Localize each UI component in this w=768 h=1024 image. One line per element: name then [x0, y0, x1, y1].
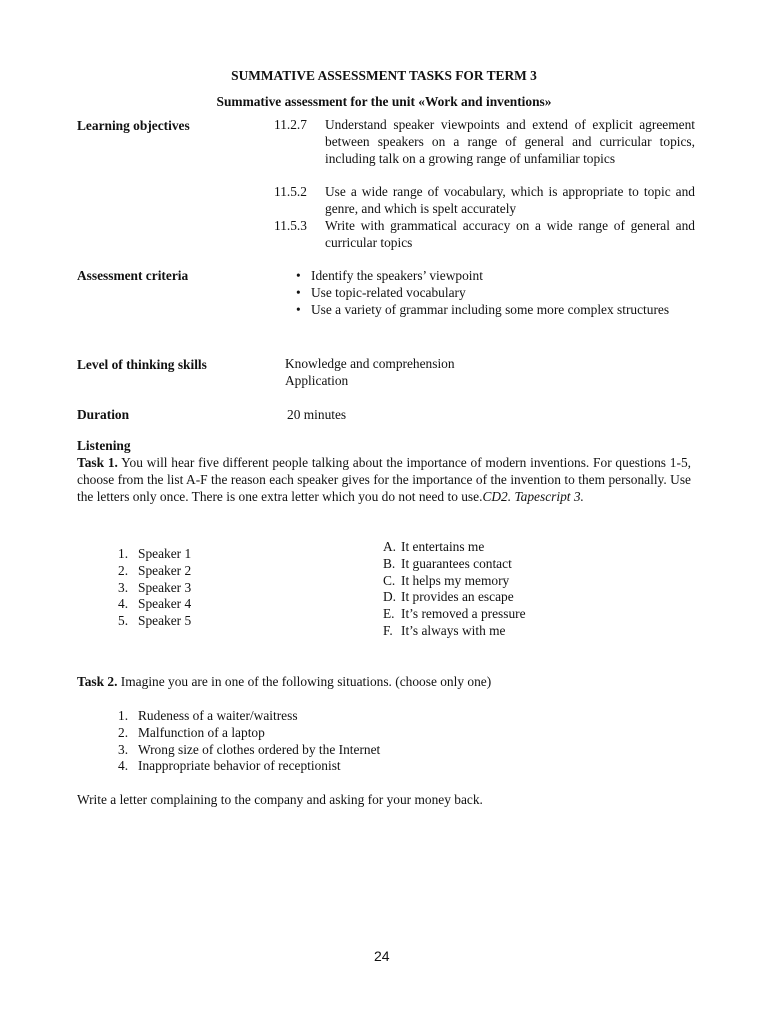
- objective-code: 11.2.7: [274, 117, 307, 132]
- criteria-list: [296, 268, 692, 318]
- situation-list: [118, 708, 380, 775]
- page-title: SUMMATIVE ASSESSMENT TASKS FOR TERM 3: [231, 68, 537, 83]
- task1-text: You will hear five different people talking about the importance of modern inventions. For questions 1-5, choose from the list A-F the reason each speaker gives for the importance of the invention to them personally. Use the letters only once. There is one extra letter which you do not need to use.: [77, 455, 691, 504]
- options-list: [383, 539, 526, 640]
- task1-paragraph: [77, 455, 691, 505]
- list-item: 2. Speaker 2: [118, 562, 192, 578]
- list-item: B. It guarantees contact: [383, 555, 512, 571]
- page-subtitle: Summative assessment for the unit «Work and inventions»: [216, 94, 552, 109]
- task2-paragraph: [77, 674, 491, 691]
- duration-value: 20 minutes: [287, 407, 347, 422]
- criteria-item: • Use a variety of grammar including some more complex structures: [296, 302, 692, 319]
- objective-item: [274, 218, 695, 252]
- criteria-label: Assessment criteria: [77, 268, 189, 283]
- objective-code: 11.5.2: [274, 184, 307, 199]
- criteria-item: • Use topic-related vocabulary: [296, 285, 692, 302]
- list-item: 4. Inappropriate behavior of receptionist: [118, 758, 341, 774]
- list-item: 4. Speaker 4: [118, 596, 192, 612]
- objectives-label: Learning objectives: [77, 118, 190, 133]
- list-item: C. It helps my memory: [383, 572, 510, 588]
- list-item: 3. Wrong size of clothes ordered by the Internet: [118, 741, 381, 757]
- list-item: 1. Rudeness of a waiter/waitress: [118, 708, 298, 723]
- task1-reference: CD2. Tapescript 3.: [482, 488, 584, 504]
- criteria-item: • Identify the speakers’ viewpoint: [296, 268, 692, 285]
- list-item: F. It’s always with me: [383, 622, 506, 638]
- thinking-label: Level of thinking skills: [77, 357, 207, 372]
- list-item: 5. Speaker 5: [118, 613, 192, 629]
- task1-label: Task 1.: [77, 455, 118, 470]
- list-item: D. It provides an escape: [383, 589, 514, 605]
- thinking-value: Knowledge and comprehension: [285, 356, 455, 371]
- objective-text: Understand speaker viewpoints and extend of explicit agreement between speakers on a range of general and curricular topics, including talk on a growing range of unfamiliar topics: [325, 117, 695, 166]
- list-item: A. It entertains me: [383, 539, 485, 554]
- listening-heading: Listening: [77, 438, 131, 453]
- task2-label: Task 2.: [77, 674, 118, 689]
- objective-code: 11.5.3: [274, 218, 307, 233]
- list-item: 1. Speaker 1: [118, 546, 192, 561]
- objective-text: Use a wide range of vocabulary, which is appropriate to topic and genre, and which is spelt accurately: [325, 184, 695, 216]
- list-item: 2. Malfunction of a laptop: [118, 724, 265, 740]
- objective-item: [274, 184, 695, 218]
- task2-instruction: Write a letter complaining to the company and asking for your money back.: [77, 792, 483, 807]
- task2-text: Imagine you are in one of the following situations. (choose only one): [117, 674, 492, 689]
- duration-label: Duration: [77, 407, 130, 422]
- objective-item: [274, 117, 695, 167]
- speaker-list: [118, 546, 191, 630]
- list-item: E. It’s removed a pressure: [383, 606, 526, 622]
- objective-text: Write with grammatical accuracy on a wide range of general and curricular topics: [325, 218, 695, 250]
- list-item: 3. Speaker 3: [118, 579, 192, 595]
- page-number: 24: [374, 948, 390, 964]
- thinking-value: Application: [285, 373, 349, 388]
